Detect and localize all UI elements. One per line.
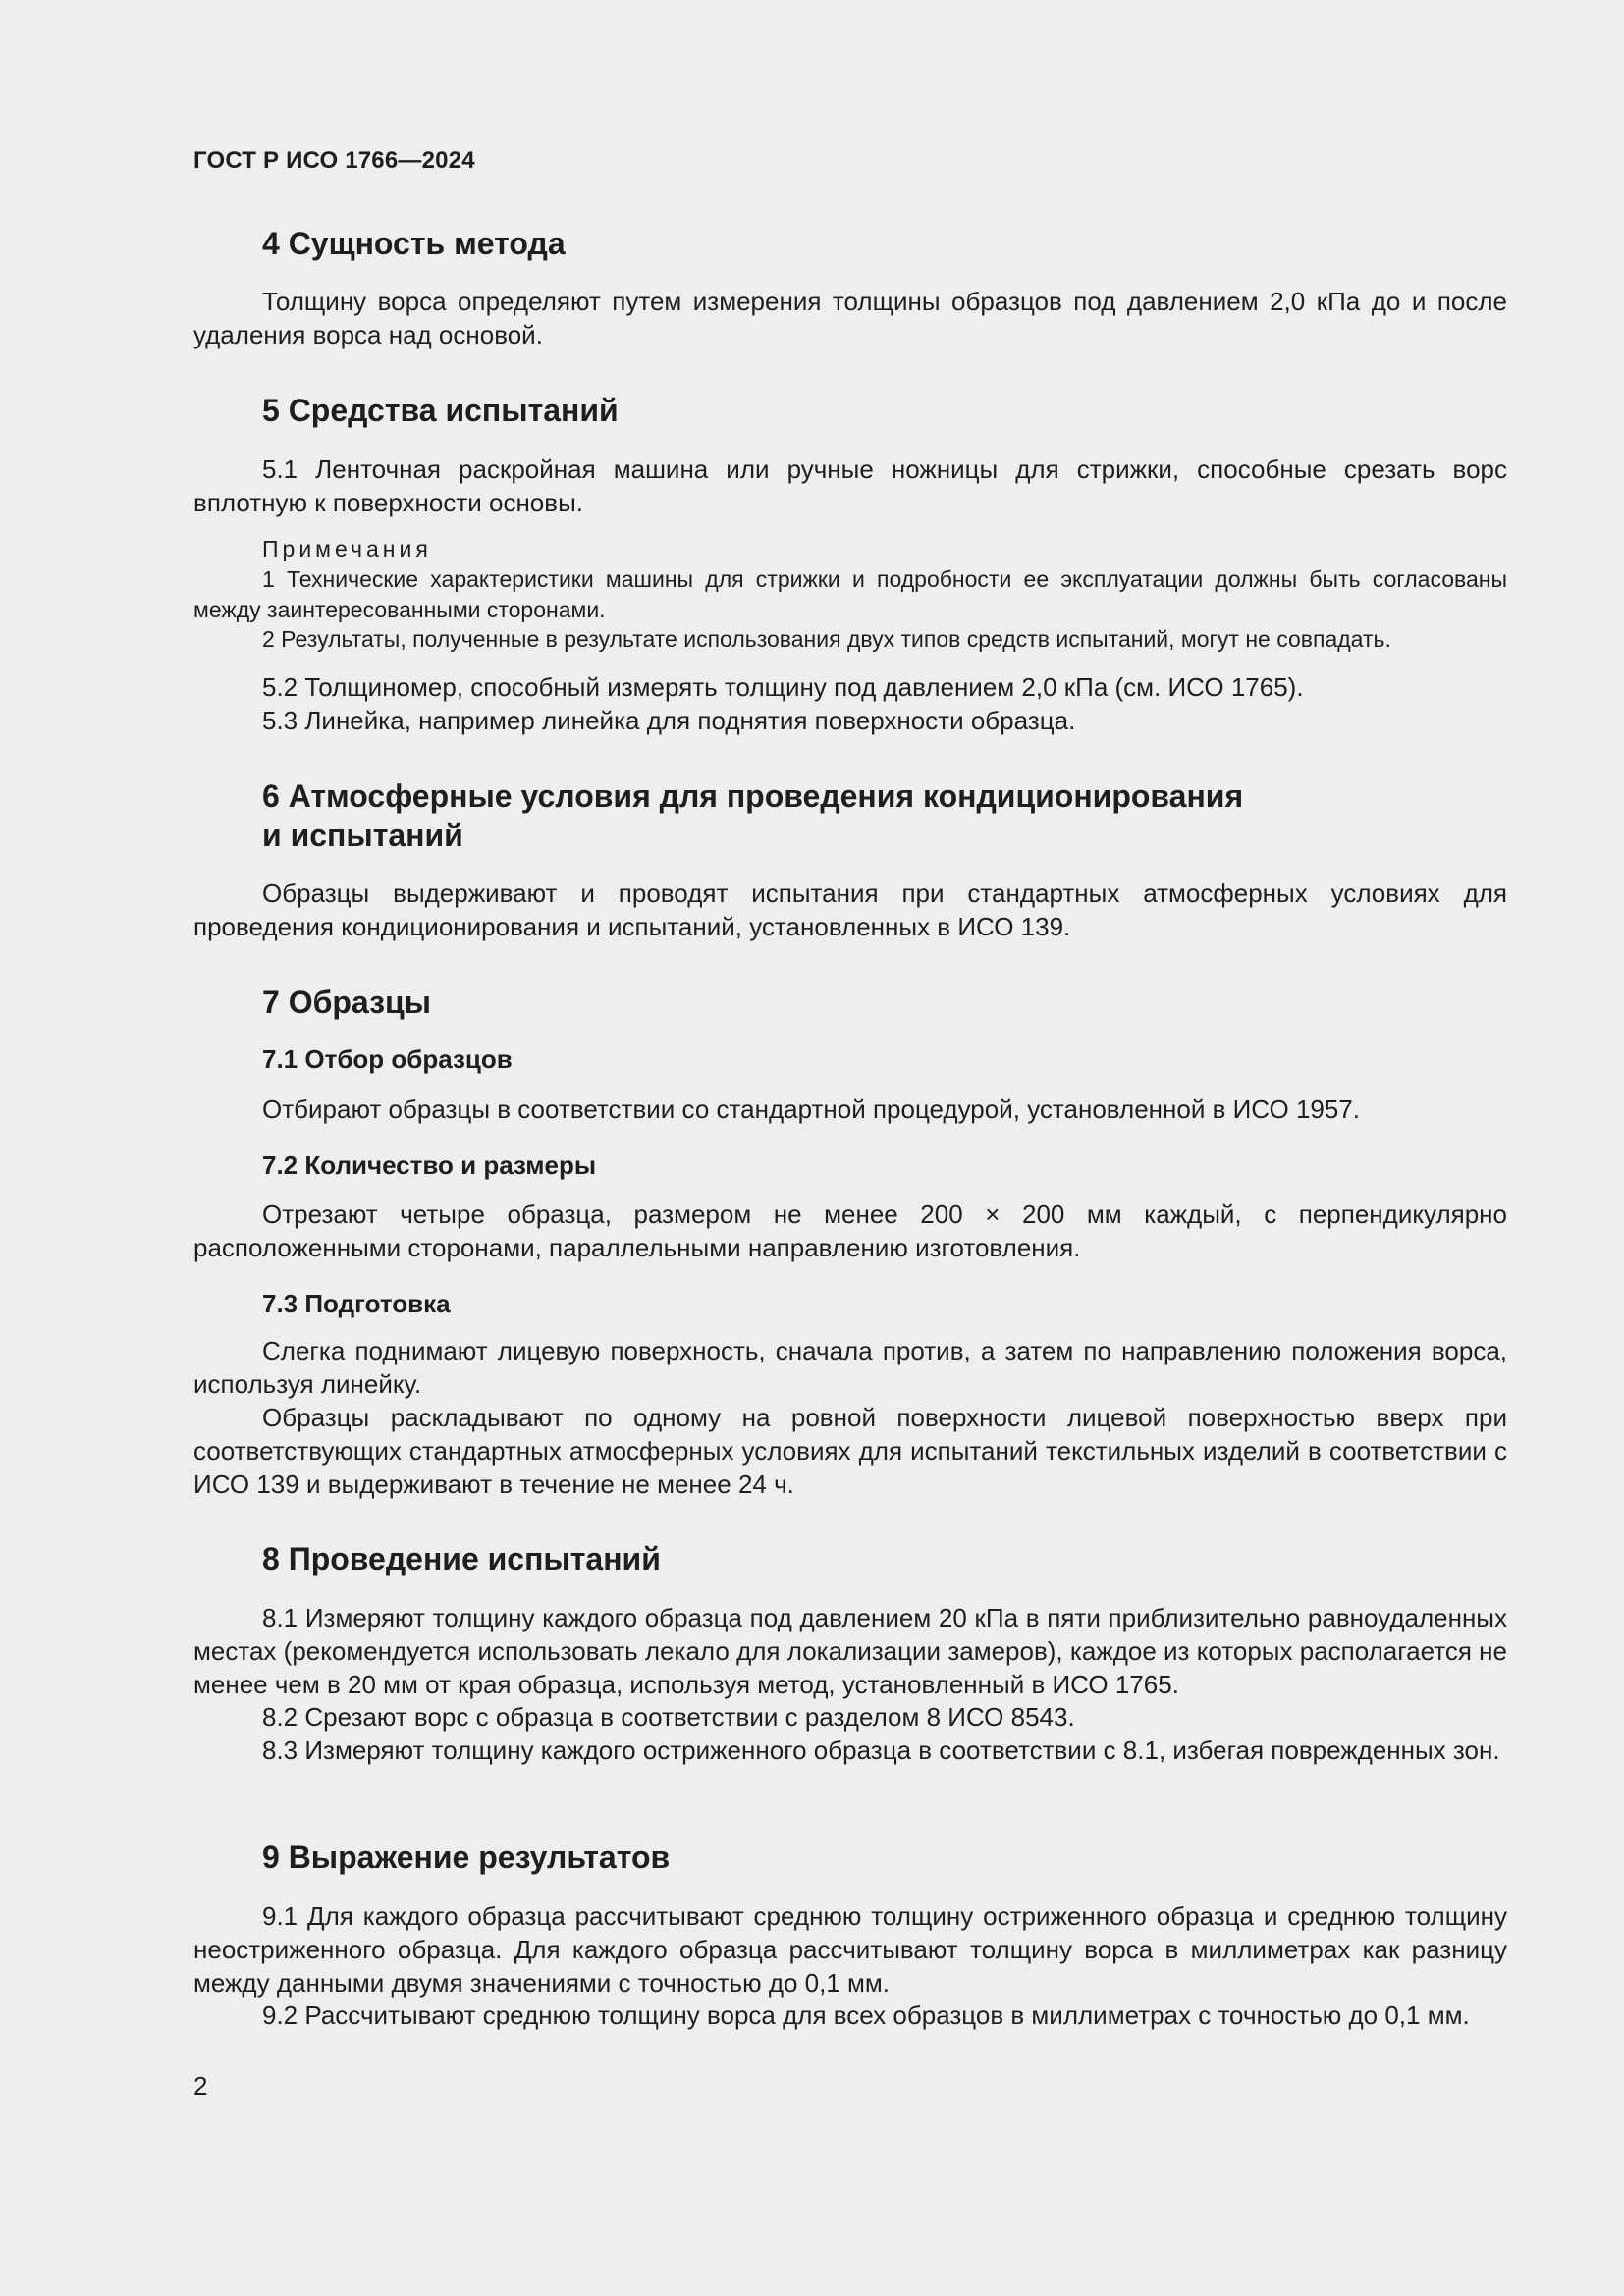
section-9-1-paragraph: 9.1 Для каждого образца рассчитывают среднюю толщину остриженного образца и среднюю толщину неостриженного образца. Для каждого образца рассчитывают толщину ворса в миллиметрах как разницу между данными двумя значениями с точностью до 0,1 мм. [193, 1901, 1507, 1998]
section-5-3-paragraph: 5.3 Линейка, например линейка для поднятия поверхности образца. [262, 706, 1076, 735]
section-7-2-paragraph: Отрезают четыре образца, размером не менее 200 × 200 мм каждый, с перпендикулярно расположенными сторонами, параллельными направлению изготовления. [193, 1200, 1507, 1262]
section-8-2-paragraph: 8.2 Срезают ворс с образца в соответствии с разделом 8 ИСО 8543. [262, 1702, 1075, 1732]
section-8-heading: 8 Проведение испытаний [262, 1541, 661, 1576]
section-6-heading-line-1: 6 Атмосферные условия для проведения кондиционирования [262, 778, 1244, 814]
section-7-3-paragraph-1: Слегка поднимают лицевую поверхность, сначала против, а затем по направлению положения ворса, используя линейку. [193, 1336, 1507, 1399]
section-7-3-paragraph-2: Образцы раскладывают по одному на ровной поверхности лицевой поверхностью вверх при соответствующих стандартных атмосферных условиях для испытаний текстильных изделий в соответствии с ИСО 139 и выдерживают в течение не менее 24 ч. [193, 1403, 1507, 1499]
page-number: 2 [193, 2071, 208, 2101]
section-9-heading: 9 Выражение результатов [262, 1840, 671, 1875]
notes-title: Примечания [262, 536, 432, 561]
section-5-1-paragraph: 5.1 Ленточная раскройная машина или ручные ножницы для стрижки, способные срезать ворс вплотную к поверхности основы. [193, 454, 1507, 517]
section-8-3-paragraph: 8.3 Измеряют толщину каждого остриженного образца в соответствии с 8.1, избегая поврежденных зон. [262, 1735, 1500, 1765]
section-6-paragraph: Образцы выдерживают и проводят испытания при стандартных атмосферных условиях для проведения кондиционирования и испытаний, установленных в ИСО 139. [193, 879, 1507, 941]
section-8-1-paragraph: 8.1 Измеряют толщину каждого образца под давлением 20 кПа в пяти приблизительно равноудаленных местах (рекомендуется использовать лекало для локализации замеров), каждое из которых располагается не менее чем в 20 мм от края образца, используя метод, установленный в ИСО 1765. [193, 1603, 1507, 1699]
section-7-1-paragraph: Отбирают образцы в соответствии со стандартной процедурой, установленной в ИСО 1957. [262, 1095, 1361, 1124]
section-5-heading: 5 Средства испытаний [262, 393, 619, 428]
section-7-2-heading: 7.2 Количество и размеры [262, 1150, 597, 1180]
section-7-3-heading: 7.3 Подготовка [262, 1289, 451, 1318]
section-7-1-heading: 7.1 Отбор образцов [262, 1044, 513, 1074]
note-1: 1 Технические характеристики машины для стрижки и подробности ее эксплуатации должны быть согласованы между заинтересованными сторонами. [193, 566, 1507, 622]
section-6-heading-line-2: и испытаний [262, 818, 463, 853]
section-4-heading: 4 Сущность метода [262, 226, 566, 261]
note-2: 2 Результаты, полученные в результате использования двух типов средств испытаний, могут не совпадать. [262, 626, 1391, 652]
section-5-2-paragraph: 5.2 Толщиномер, способный измерять толщину под давлением 2,0 кПа (см. ИСО 1765). [262, 672, 1304, 702]
section-4-paragraph: Толщину ворса определяют путем измерения толщины образцов под давлением 2,0 кПа до и после удаления ворса над основой. [193, 287, 1507, 349]
section-9-2-paragraph: 9.2 Рассчитывают среднюю толщину ворса для всех образцов в миллиметрах с точностью до 0,1 мм. [262, 2001, 1470, 2030]
document-header: ГОСТ Р ИСО 1766—2024 [193, 147, 475, 174]
section-7-heading: 7 Образцы [262, 985, 431, 1020]
